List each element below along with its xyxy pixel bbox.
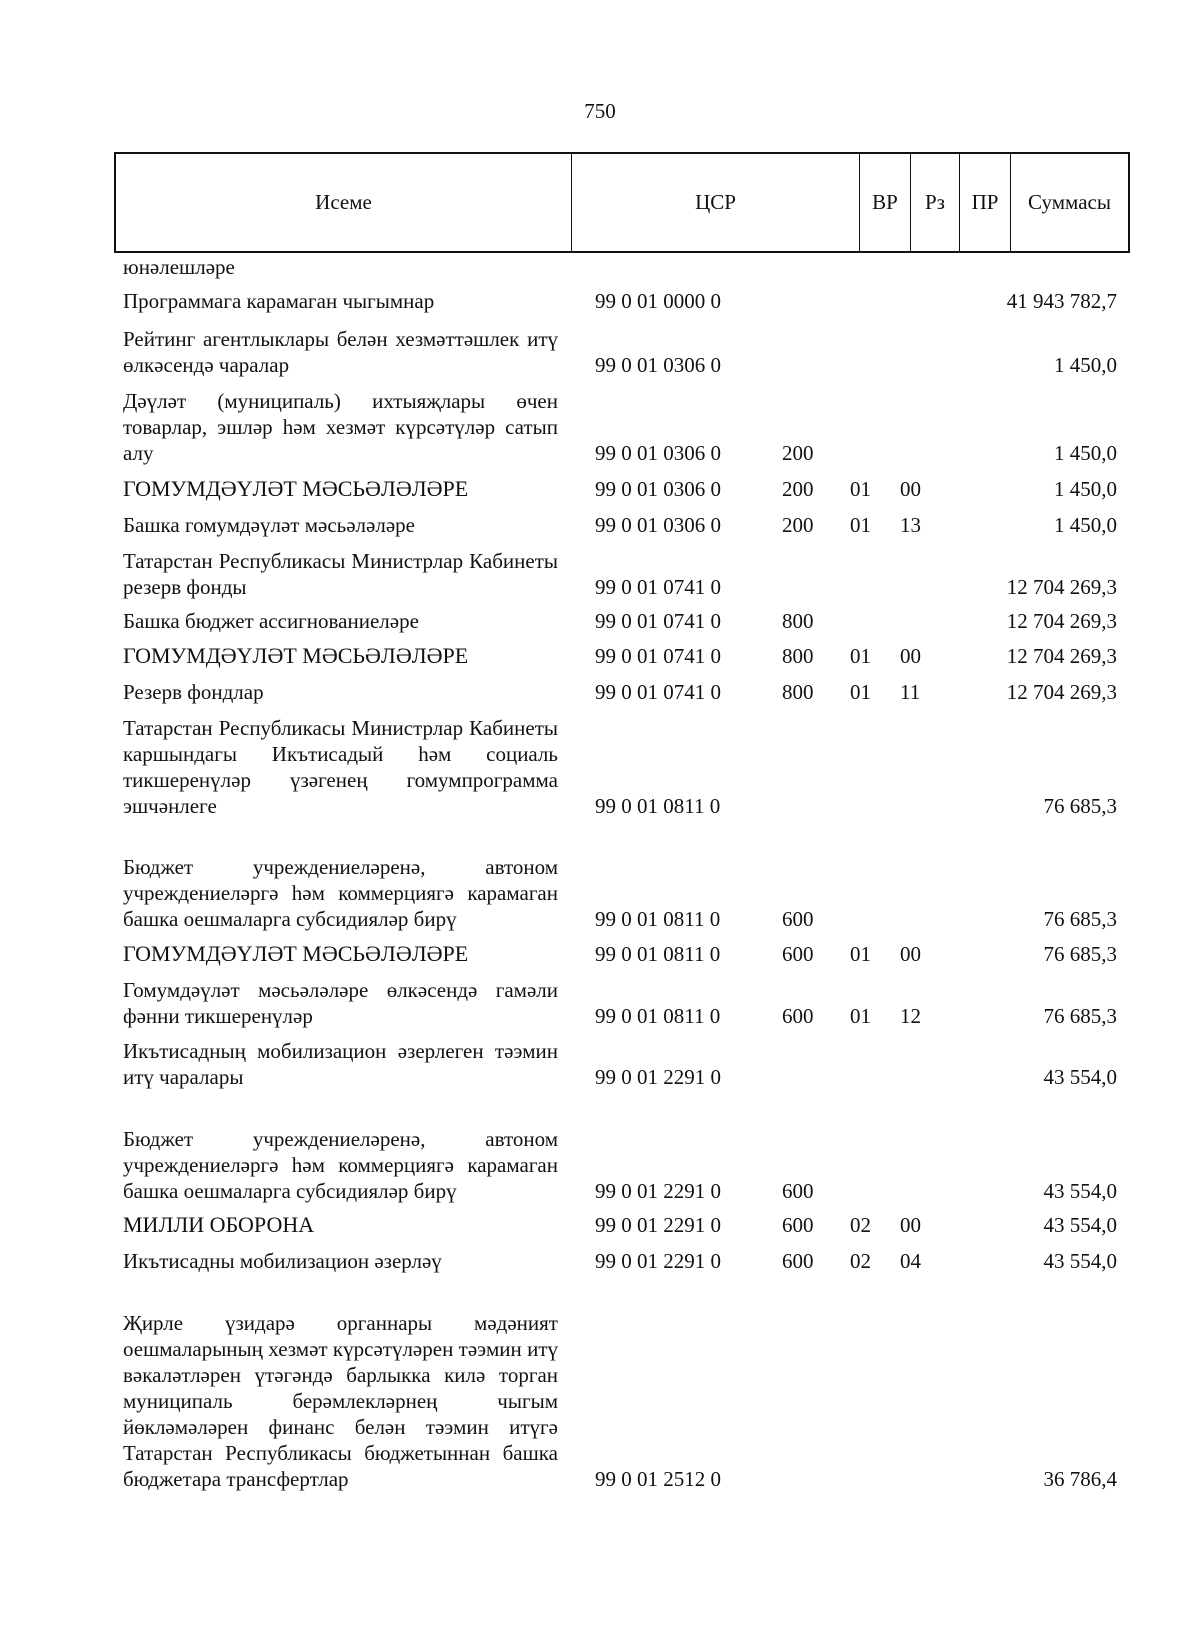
row-sum: 1 450,0 [1054,353,1117,377]
row-pr: 12 [900,1004,921,1028]
row-name: Җирле үзидарә органнары мәдәният оешмаларының хезмәт күрсәтүләрен тәэмин итү вәкаләтләрен үтәгәндә барлыкка килә торган муниципаль берәмлекләрнең чыгым йөкләмәләрен финанс белән тәэмин итүгә Татарстан Республикасы бюджетыннан башка бюджетара трансфертлар [123,1311,558,1491]
row-csr: 99 0 01 0811 0 [595,1004,721,1028]
row-sum: 41 943 782,7 [1006,289,1117,313]
row-pr: 11 [900,680,921,704]
row-name: Рейтинг агентлыклары белән хезмәттәшлек итү өлкәсендә чаралар [123,327,558,377]
row-sum: 1 450,0 [1054,441,1117,465]
row-vr: 800 [782,609,814,633]
row-sum: 76 685,3 [1043,794,1117,818]
row-csr: 99 0 01 0741 0 [595,575,721,599]
header-rz: Рз [925,190,945,214]
row-csr: 99 0 01 2512 0 [595,1467,721,1491]
row-pr: 00 [900,644,921,668]
header-sum: Суммасы [1028,190,1111,214]
table-row [0,1100,1200,1204]
row-name: Бюджет учреждениеләренә, автоном учреждениеләргә һәм коммерциягә карамаган башка оешмаларга субсидияләр бирү [123,855,558,931]
row-name: Гомумдәүләт мәсьәләләре өлкәсендә гамәли фәнни тикшеренүләр [123,978,558,1028]
row-name: Татарстан Республикасы Министрлар Кабинеты резерв фонды [123,549,558,599]
row-csr: 99 0 01 2291 0 [595,1249,721,1273]
header-name: Исеме [315,190,372,214]
table-row [0,977,1200,1029]
row-sum: 43 554,0 [1043,1179,1117,1203]
row-sum: 1 450,0 [1054,477,1117,501]
row-csr: 99 0 01 2291 0 [595,1213,721,1237]
header-csr: ЦСР [695,190,736,214]
row-rz: 01 [850,477,871,501]
row-sum: 1 450,0 [1054,513,1117,537]
row-name: Татарстан Республикасы Министрлар Кабинеты каршындагы Икътисадый һәм социаль тикшеренүләр үзәгенең гомумпрограмма эшчәнлеге [123,716,558,818]
row-vr: 600 [782,907,814,931]
row-name: ГОМУМДӘҮЛӘТ МӘСЬӘЛӘЛӘРЕ [123,941,469,966]
row-rz: 01 [850,1004,871,1028]
row-name: Икътисадның мобилизацион әзерлеген тәэмин итү чаралары [123,1039,558,1089]
row-vr: 800 [782,644,814,668]
row-rz: 01 [850,680,871,704]
row-sum: 43 554,0 [1043,1249,1117,1273]
row-rz: 02 [850,1213,871,1237]
row-name: Башка гомумдәүләт мәсьәләләре [123,513,415,537]
table-row [0,288,1200,314]
row-csr: 99 0 01 0811 0 [595,794,721,818]
row-sum: 36 786,4 [1043,1467,1117,1491]
row-rz: 02 [850,1249,871,1273]
row-pr: 00 [900,477,921,501]
row-rz: 01 [850,644,871,668]
table-row [0,828,1200,932]
row-sum: 76 685,3 [1043,942,1117,966]
row-sum: 12 704 269,3 [1006,609,1117,633]
table-row [0,1212,1200,1238]
table-row [0,512,1200,538]
row-csr: 99 0 01 0741 0 [595,644,721,668]
row-vr: 200 [782,513,814,537]
row-vr: 600 [782,1179,814,1203]
row-csr: 99 0 01 0811 0 [595,942,721,966]
row-name: Бюджет учреждениеләренә, автоном учреждениеләргә һәм коммерциягә карамаган башка оешмаларга субсидияләр бирү [123,1127,558,1203]
row-pr: 00 [900,942,921,966]
header-vr: ВР [872,190,898,214]
header-pr: ПР [971,190,999,214]
row-name: МИЛЛИ ОБОРОНА [123,1212,315,1237]
row-name: Дәүләт (муниципаль) ихтыяҗлары өчен товарлар, эшләр һәм хезмәт күрсәтүләр сатып алу [123,389,558,465]
row-sum: 12 704 269,3 [1006,644,1117,668]
row-sum: 12 704 269,3 [1006,680,1117,704]
row-csr: 99 0 01 0811 0 [595,907,721,931]
row-name: ГОМУМДӘҮЛӘТ МӘСЬӘЛӘЛӘРЕ [123,476,469,501]
row-csr: 99 0 01 0000 0 [595,289,721,313]
table-row [0,1248,1200,1274]
row-csr: 99 0 01 0741 0 [595,680,721,704]
table-row [0,254,1200,280]
table-row [0,643,1200,669]
row-name: Резерв фондлар [123,680,264,704]
table-row [0,326,1200,378]
row-name: юнәлешләре [123,255,235,279]
table-row [0,476,1200,502]
row-vr: 200 [782,441,814,465]
row-csr: 99 0 01 0306 0 [595,353,721,377]
table-row [0,608,1200,634]
row-csr: 99 0 01 2291 0 [595,1065,721,1089]
row-sum: 43 554,0 [1043,1065,1117,1089]
row-name: Башка бюджет ассигнованиеләре [123,609,419,633]
row-rz: 01 [850,513,871,537]
row-name: Программага карамаган чыгымнар [123,289,435,313]
row-sum: 76 685,3 [1043,1004,1117,1028]
table-row [0,679,1200,705]
row-sum: 76 685,3 [1043,907,1117,931]
row-csr: 99 0 01 0306 0 [595,477,721,501]
row-pr: 00 [900,1213,921,1237]
row-csr: 99 0 01 0306 0 [595,513,721,537]
row-vr: 800 [782,680,814,704]
row-name: ГОМУМДӘҮЛӘТ МӘСЬӘЛӘЛӘРЕ [123,643,469,668]
table-row [0,1284,1200,1492]
page-number: 750 [584,99,616,123]
row-rz: 01 [850,942,871,966]
row-pr: 13 [900,513,921,537]
row-sum: 12 704 269,3 [1006,575,1117,599]
row-name: Икътисадны мобилизацион әзерләү [123,1249,442,1273]
row-vr: 600 [782,942,814,966]
row-pr: 04 [900,1249,921,1273]
row-vr: 600 [782,1004,814,1028]
table-row [0,941,1200,967]
row-csr: 99 0 01 2291 0 [595,1179,721,1203]
table-row [0,1038,1200,1090]
row-vr: 600 [782,1249,814,1273]
row-sum: 43 554,0 [1043,1213,1117,1237]
row-csr: 99 0 01 0741 0 [595,609,721,633]
table-row [0,388,1200,466]
row-vr: 600 [782,1213,814,1237]
row-vr: 200 [782,477,814,501]
row-csr: 99 0 01 0306 0 [595,441,721,465]
table-row [0,548,1200,600]
table-row [0,715,1200,819]
